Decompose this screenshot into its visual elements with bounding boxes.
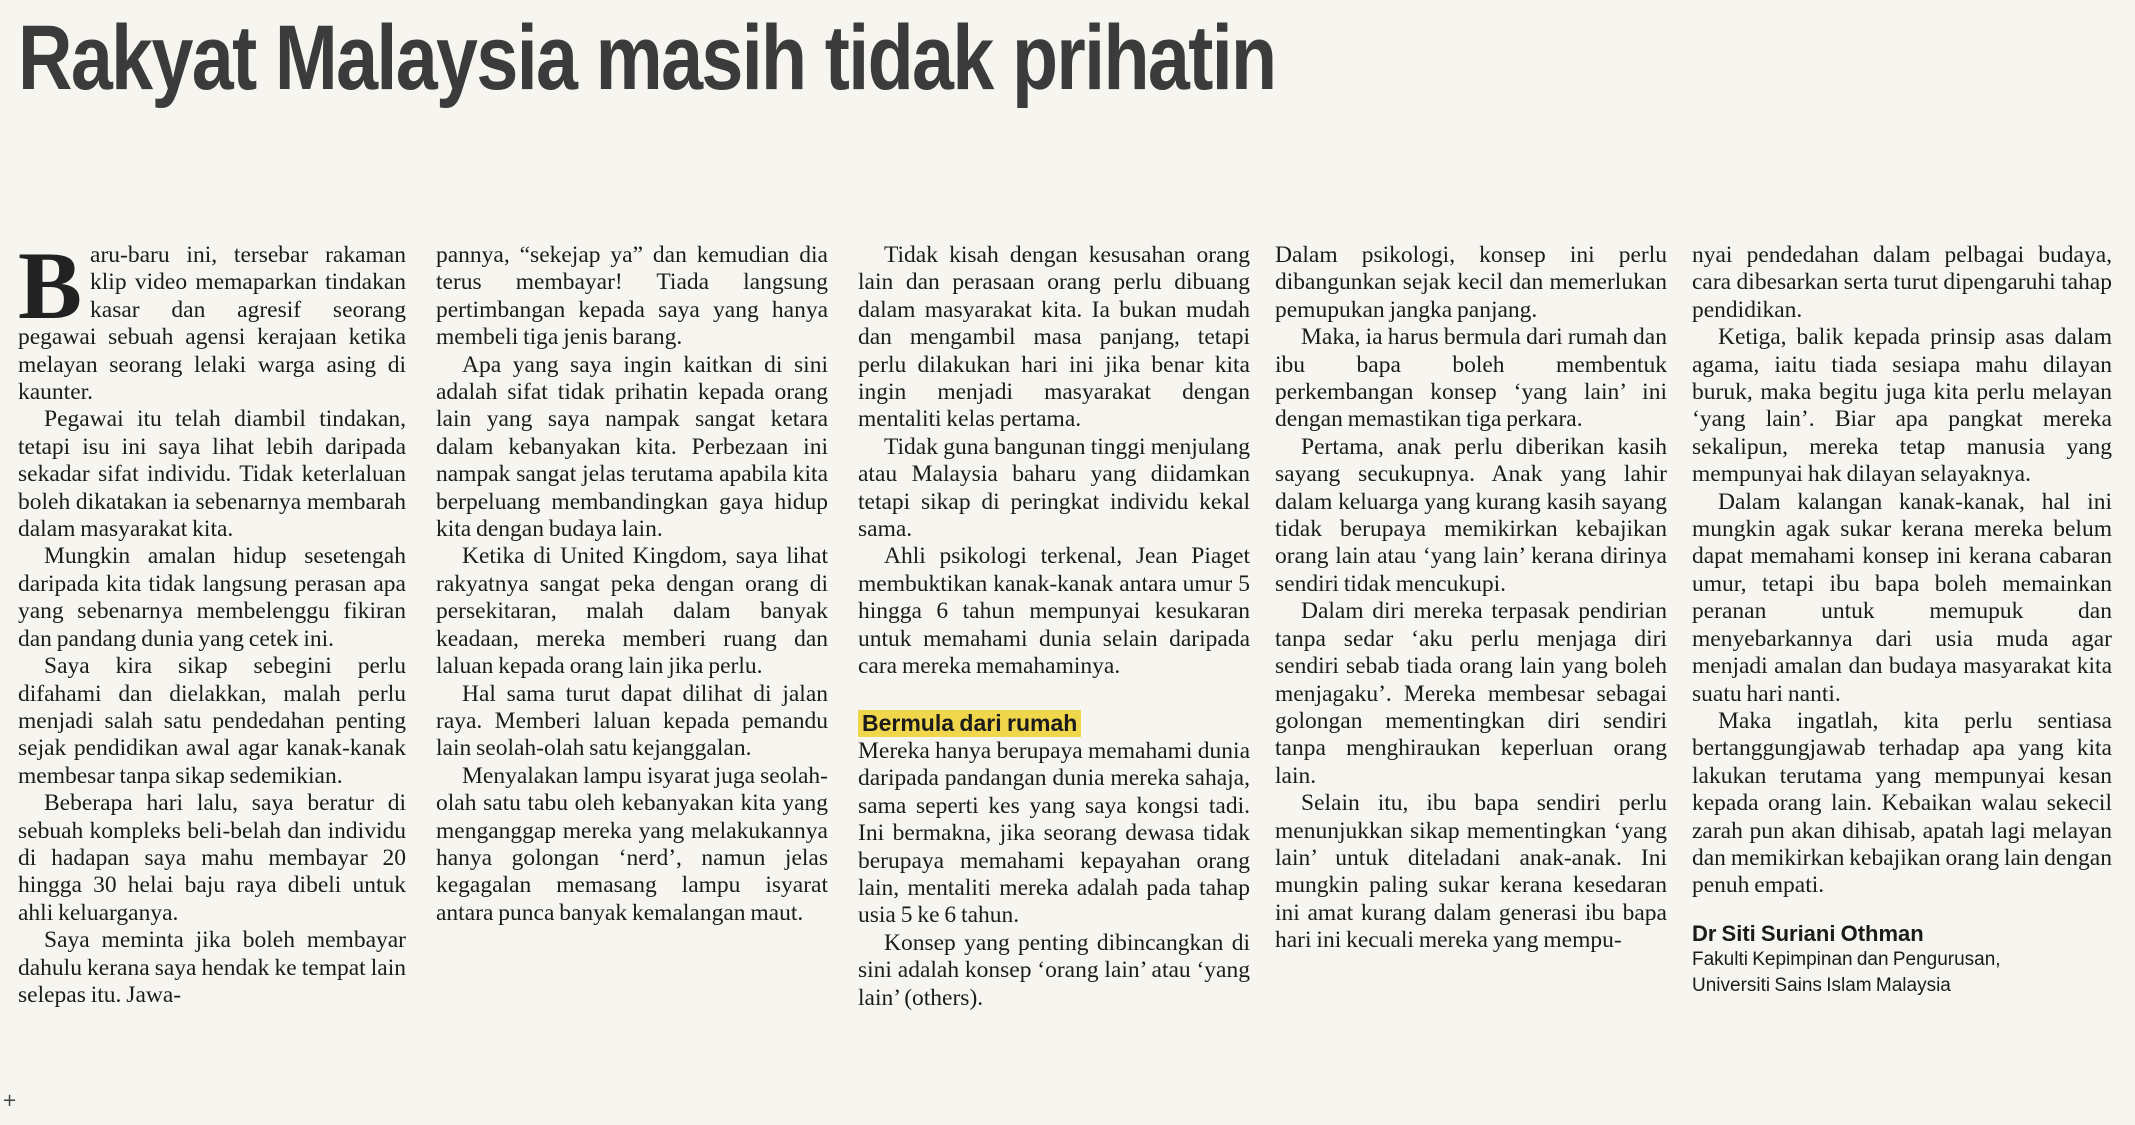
paragraph: Selain itu, ibu bapa sendiri perlu menunjukkan sikap mementingkan ‘yang lain’ untuk diteladani anak-anak. Ini mungkin paling sukar kerana kesedaran ini amat kurang dalam generasi ibu bapa hari ini kecuali mereka yang mempu-	[1275, 790, 1667, 954]
paragraph: Tidak kisah dengan kesusahan orang lain dan perasaan orang perlu dibuang dalam masyarakat kita. Ia bukan mudah dan mengambil masa panjang, tetapi perlu dilakukan hari ini jika benar kita ingin menjadi masyarakat dengan mentaliti kelas pertama.	[858, 242, 1250, 433]
crop-mark-icon: +	[2, 1090, 18, 1111]
paragraph: Maka, ia harus bermula dari rumah dan ibu bapa boleh membentuk perkembangan konsep ‘yang lain’ ini dengan memastikan tiga perkara.	[1275, 324, 1667, 433]
author-affiliation-line-2: Universiti Sains Islam Malaysia	[1692, 975, 1951, 997]
paragraph: Menyalakan lampu isyarat juga seolah-olah satu tabu oleh kebanyakan kita yang menganggap mereka yang melakukannya hanya golongan ‘nerd’, namun jelas kegagalan memasang lampu isyarat antara punca banyak kemalangan maut.	[436, 762, 828, 926]
paragraph: pannya, “sekejap ya” dan kemudian dia terus membayar! Tiada langsung pertimbangan kepada saya yang hanya membeli tiga jenis barang.	[436, 242, 828, 351]
paragraph: Tidak guna bangunan tinggi menjulang atau Malaysia baharu yang diidamkan tetapi sikap di peringkat individu kekal sama.	[858, 433, 1250, 543]
paragraph: Dalam diri mereka terpasak pendirian tanpa sedar ‘aku perlu menjaga diri sendiri sebab tiada orang lain yang boleh menjagaku’. Mereka membesar sebagai golongan mementingkan diri sendiri tanpa menghiraukan keperluan orang lain.	[1275, 598, 1667, 789]
paragraph: Konsep yang penting dibincangkan di sini adalah konsep ‘orang lain’ atau ‘yang lain’ (others).	[858, 929, 1250, 1011]
paragraph: Mungkin amalan hidup sesetengah daripada kita tidak langsung perasan apa yang sebenarnya membelenggu fikiran dan pandang dunia yang cetek ini.	[18, 543, 406, 652]
paragraph: Maka ingatlah, kita perlu sentiasa bertanggungjawab terhadap apa yang kita lakukan terutama yang mempunyai kesan kepada orang lain. Kebaikan walau sekecil zarah pun akan dihisab, apatah lagi melayan dan memikirkan kebajikan orang lain dengan penuh empati.	[1692, 707, 2112, 899]
paragraph: Saya meminta jika boleh membayar dahulu kerana saya hendak ke tempat lain selepas itu. Jawa-	[18, 927, 406, 1008]
article-column-5	[1692, 242, 2112, 999]
subheading: Bermula dari rumah	[858, 710, 1081, 737]
paragraph: Saya kira sikap sebegini perlu difahami dan dielakkan, malah perlu menjadi salah satu pendedahan penting sejak pendidikan awal agar kanak-kanak membesar tanpa sikap sedemikian.	[18, 653, 406, 789]
paragraph: Ahli psikologi terkenal, Jean Piaget membuktikan kanak-kanak antara umur 5 hingga 6 tahun mempunyai kesukaran untuk memahami dunia selain daripada cara mereka memahaminya.	[858, 543, 1250, 680]
author-name: Dr Siti Suriani Othman	[1692, 920, 1924, 946]
paragraph: Pertama, anak perlu diberikan kasih sayang secukupnya. Anak yang lahir dalam keluarga yang kurang kasih sayang tidak berupaya memikirkan kebajikan orang lain atau ‘yang lain’ kerana dirinya sendiri tidak mencukupi.	[1275, 433, 1667, 597]
paragraph: Pegawai itu telah diambil tindakan, tetapi isu ini saya lihat lebih daripada sekadar sifat individu. Tidak keterlaluan boleh dikatakan ia sebenarnya membarah dalam masyarakat kita.	[18, 406, 406, 543]
author-affiliation-line-1: Fakulti Kepimpinan dan Pengurusan,	[1692, 949, 2001, 971]
paragraph: Mereka hanya berupaya memahami dunia daripada pandangan dunia mereka sahaja, sama seperti kes yang saya kongsi tadi. Ini bermakna, jika seorang dewasa tidak berupaya memahami kepayahan orang lain, mentaliti mereka adalah pada tahap usia 5 ke 6 tahun.	[858, 737, 1250, 929]
paragraph: Dalam psikologi, konsep ini perlu dibangunkan sejak kecil dan memerlukan pemupukan jangka panjang.	[1275, 242, 1667, 323]
headline: Rakyat Malaysia masih tidak prihatin	[18, 7, 1276, 109]
dropcap: B	[18, 232, 83, 339]
paragraph: Beberapa hari lalu, saya beratur di sebuah kompleks beli-belah dan individu di hadapan saya mahu membayar 20 hingga 30 helai baju raya dibeli untuk ahli keluarganya.	[18, 790, 406, 926]
article-column-2	[436, 242, 828, 927]
paragraph: Hal sama turut dapat dilihat di jalan raya. Memberi laluan kepada pemandu lain seolah-olah satu kejanggalan.	[436, 680, 828, 762]
article-column-4	[1275, 242, 1667, 955]
paragraph: Dalam kalangan kanak-kanak, hal ini mungkin agak sukar kerana mereka belum dapat memahami konsep ini kerana cabaran umur, tetapi ibu bapa boleh memainkan peranan untuk memupuk dan menyebarkannya dari usia muda agar menjadi amalan dan budaya masyarakat kita suatu hari nanti.	[1692, 488, 2112, 707]
paragraph: Apa yang saya ingin kaitkan di sini adalah sifat tidak prihatin kepada orang lain yang saya nampak sangat ketara dalam kebanyakan kita. Perbezaan ini nampak sangat jelas terutama apabila kita berpeluang membandingkan gaya hidup kita dengan budaya lain.	[436, 351, 828, 543]
article-column-3	[858, 242, 1250, 1012]
paragraph: nyai pendedahan dalam pelbagai budaya, cara dibesarkan serta turut dipengaruhi tahap pendidikan.	[1692, 242, 2112, 323]
paragraph: Baru-baru ini, tersebar rakaman klip video memaparkan tindakan kasar dan agresif seorang pegawai sebuah agensi kerajaan ketika melayan seorang lelaki warga asing di kaunter.	[18, 232, 406, 406]
paragraph: Ketiga, balik kepada prinsip asas dalam agama, iaitu tiada sesiapa mahu dilayan buruk, maka begitu juga kita perlu melayan ‘yang lain’. Biar apa pangkat mereka sekalipun, mereka tetap manusia yang mempunyai hak dilayan selayaknya.	[1692, 324, 2112, 488]
article-column-1	[18, 232, 406, 1009]
paragraph: Ketika di United Kingdom, saya lihat rakyatnya sangat peka dengan orang di persekitaran, malah dalam banyak keadaan, mereka memberi ruang dan laluan kepada orang lain jika perlu.	[436, 543, 828, 680]
